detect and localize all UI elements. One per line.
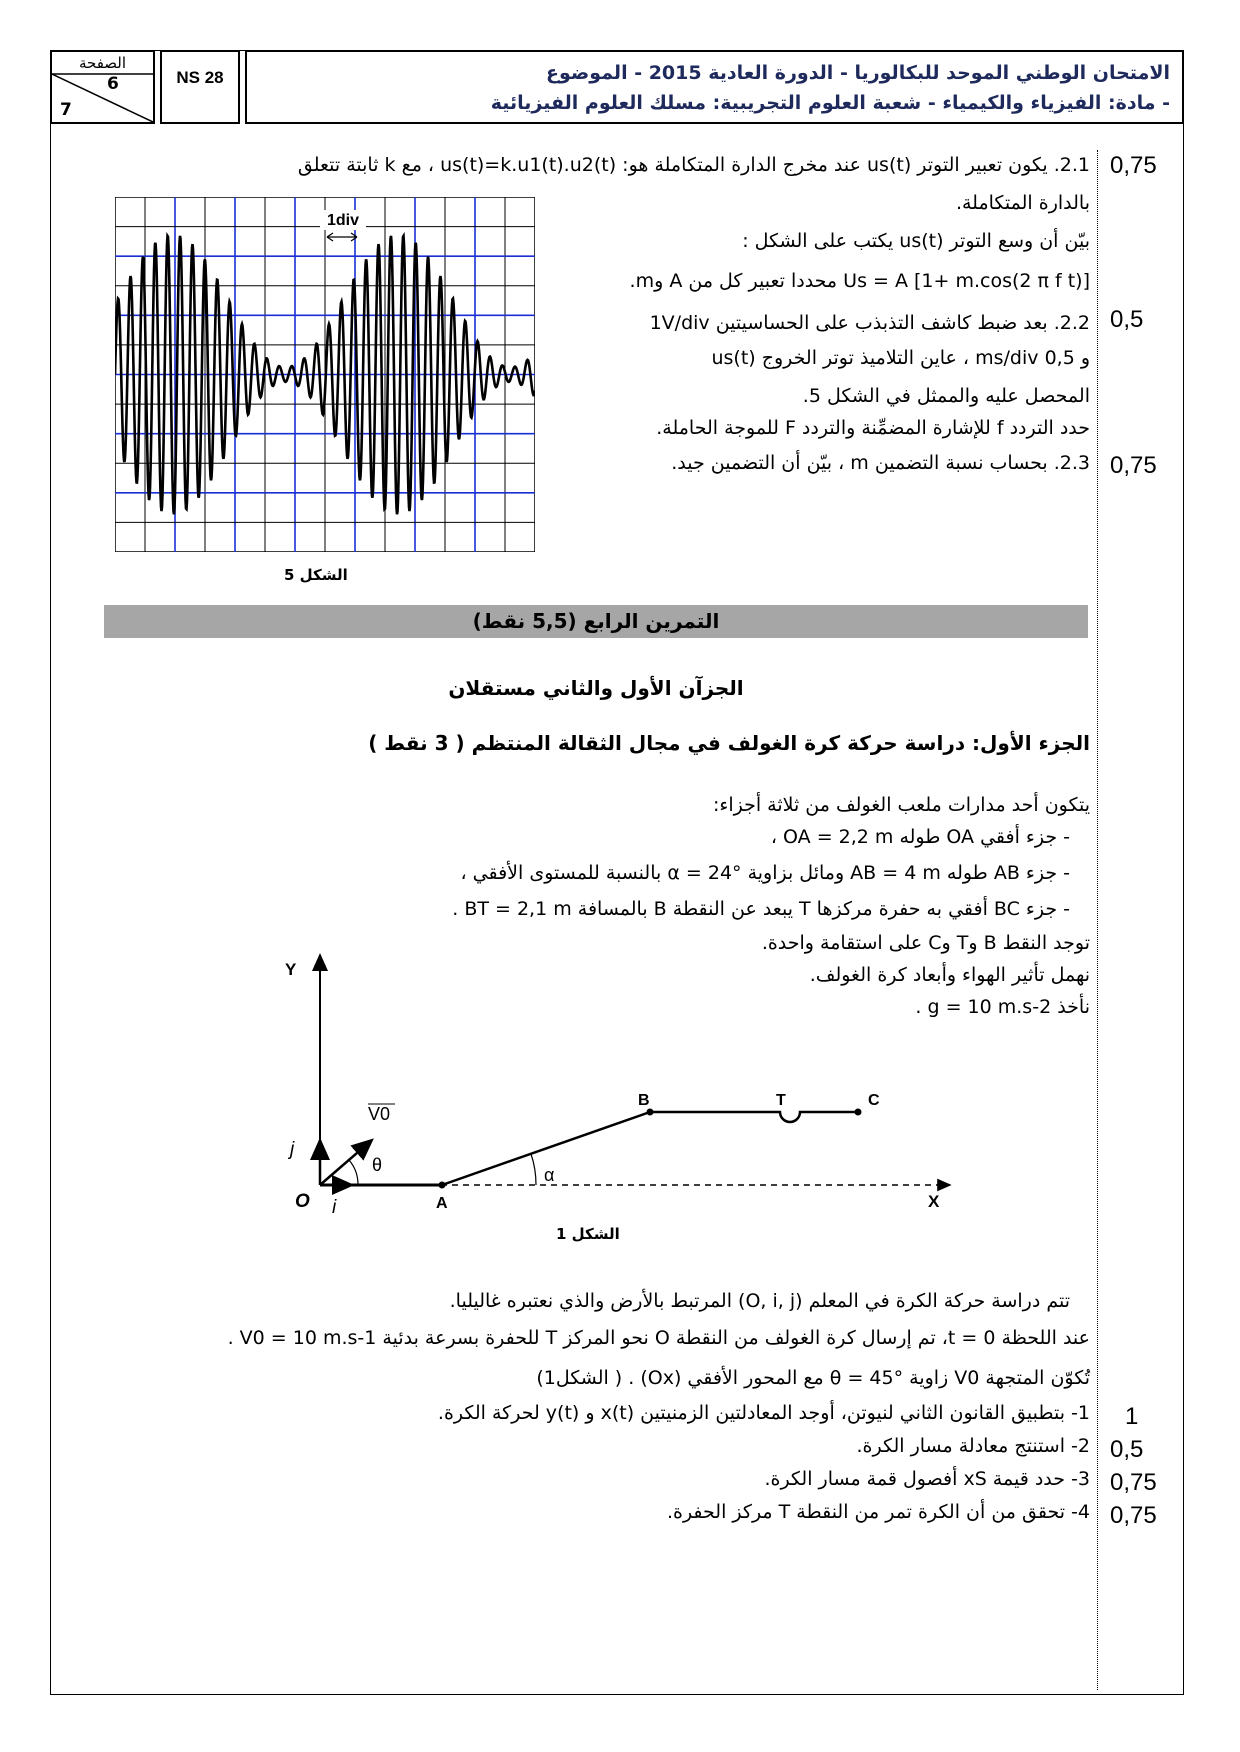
points-q4: 0,75 [1110,1502,1157,1529]
page-number-box [50,50,155,124]
page-label: الصفحة [78,54,127,72]
q22-line2: و 0,5 ms/div ، عاين التلاميذ توتر الخروج us(t) [711,347,1090,369]
exercise4-title-bar: التمرين الرابع (5,5 نقط) [104,605,1088,638]
ex4-line4: توجد النقط B وT وC على استقامة واحدة. [761,932,1090,954]
label-V0: V0 [368,1104,391,1124]
points-column-divider [1097,150,1098,1690]
study-line3: تُكوّن المتجهة V0 زاوية θ = 45° مع المحور الأفقي (Ox) . ( الشكل1) [536,1367,1090,1389]
label-T: T [776,1092,786,1109]
q21-line3: بيّن أن وسع التوتر us(t) يكتب على الشكل : [742,230,1090,252]
golf-course-figure-1 [260,945,1020,1265]
points-q23: 0,75 [1110,452,1157,479]
ex4-item2: - جزء AB طوله AB = 4 m ومائل بزاوية α = 24° بالنسبة للمستوى الأفقي ، [460,862,1070,884]
q21-line4: Us = A [1+ m.cos(2 π f t)] محددا تعبير كل من A وm. [629,270,1090,292]
label-alpha: α [544,1165,555,1185]
exam-title [245,50,1184,124]
part1-title: الجزء الأول: دراسة حركة كرة الغولف في مجال الثقالة المنتظم ( 3 نقط ) [368,731,1090,755]
points-q1: 1 [1125,1403,1139,1430]
question-2: 2- استنتج معادلة مسار الكرة. [856,1435,1090,1457]
alpha-arc [531,1154,536,1185]
ex4-item3: - جزء BC أفقي به حفرة مركزها T يبعد عن النقطة B بالمسافة BT = 2,1 m . [452,898,1070,920]
study-line1: تتم دراسة حركة الكرة في المعلم (O, i, j) المرتبط بالأرض والذي نعتبره غاليليا. [449,1290,1070,1312]
q22-line3: المحصل عليه والممثل في الشكل 5. [802,385,1090,407]
page-total: 7 [60,100,72,120]
page-current: 6 [107,74,119,94]
label-A: A [436,1195,448,1212]
study-line2: عند اللحظة t = 0، تم إرسال كرة الغولف من النقطة O نحو المركز T للحفرة بسرعة بدئية V0 = 10 m.s-1 . [227,1327,1090,1349]
exam-code: NS 28 [160,50,240,124]
q21-line2: بالدارة المتكاملة. [955,192,1090,214]
figure5-caption: الشكل 5 [284,566,348,584]
div-label: 1div [326,212,360,229]
label-C: C [868,1092,880,1109]
question-4: 4- تحقق من أن الكرة تمر من النقطة T مركز الحفرة. [666,1501,1090,1523]
title-line-1: الامتحان الوطني الموحد للبكالوريا - الدورة العادية 2015 - الموضوع [546,62,1170,84]
label-i: i [332,1197,337,1218]
ex4-item1: - جزء أفقي OA طوله OA = 2,2 m ، [770,826,1070,848]
theta-arc [349,1160,358,1185]
question-3: 3- حدد قيمة xS أفصول قمة مسار الكرة. [764,1468,1090,1490]
points-q2: 0,5 [1110,1436,1144,1463]
q23-line1: 2.3. بحساب نسبة التضمين m ، بيّن أن التضمين جيد. [671,452,1090,474]
velocity-vector-v0 [320,1140,372,1185]
figure1-caption: الشكل 1 [556,1225,620,1243]
label-X: X [928,1192,940,1211]
q22-line4: حدد التردد f للإشارة المضمِّنة والتردد F للموجة الحاملة. [656,417,1090,439]
points-q22: 0,5 [1110,306,1144,333]
ex4-line6: نأخذ g = 10 m.s-2 . [915,996,1090,1018]
label-j: j [290,1139,295,1160]
q21-line1: 2.1. يكون تعبير التوتر us(t) عند مخرج الدارة المتكاملة هو: us(t)=k.u1(t).u2(t) ، مع k ثابتة تتعلق [297,154,1090,176]
exercise4-subtitle: الجزآن الأول والثاني مستقلان [448,676,744,700]
oscilloscope-figure-5 [115,197,535,552]
label-B: B [638,1092,650,1109]
ex4-line5: نهمل تأثير الهواء وأبعاد كرة الغولف. [809,964,1090,986]
question-1: 1- بتطبيق القانون الثاني لنيوتن، أوجد المعادلتين الزمنيتين x(t) و y(t) لحركة الكرة. [437,1402,1090,1424]
label-theta: θ [372,1155,383,1175]
points-q3: 0,75 [1110,1469,1157,1496]
ex4-intro: يتكون أحد مدارات ملعب الغولف من ثلاثة أجزاء: [713,794,1090,816]
segment-BC-with-hole [650,1112,858,1122]
title-line-2: - مادة: الفيزياء والكيمياء - شعبة العلوم التجريبية: مسلك العلوم الفيزيائية [490,92,1170,114]
label-O: O [295,1191,310,1212]
label-Y: Y [285,960,297,979]
q22-line1: 2.2. بعد ضبط كاشف التذبذب على الحساسيتين 1V/div [649,312,1090,334]
points-q21: 0,75 [1110,152,1157,179]
